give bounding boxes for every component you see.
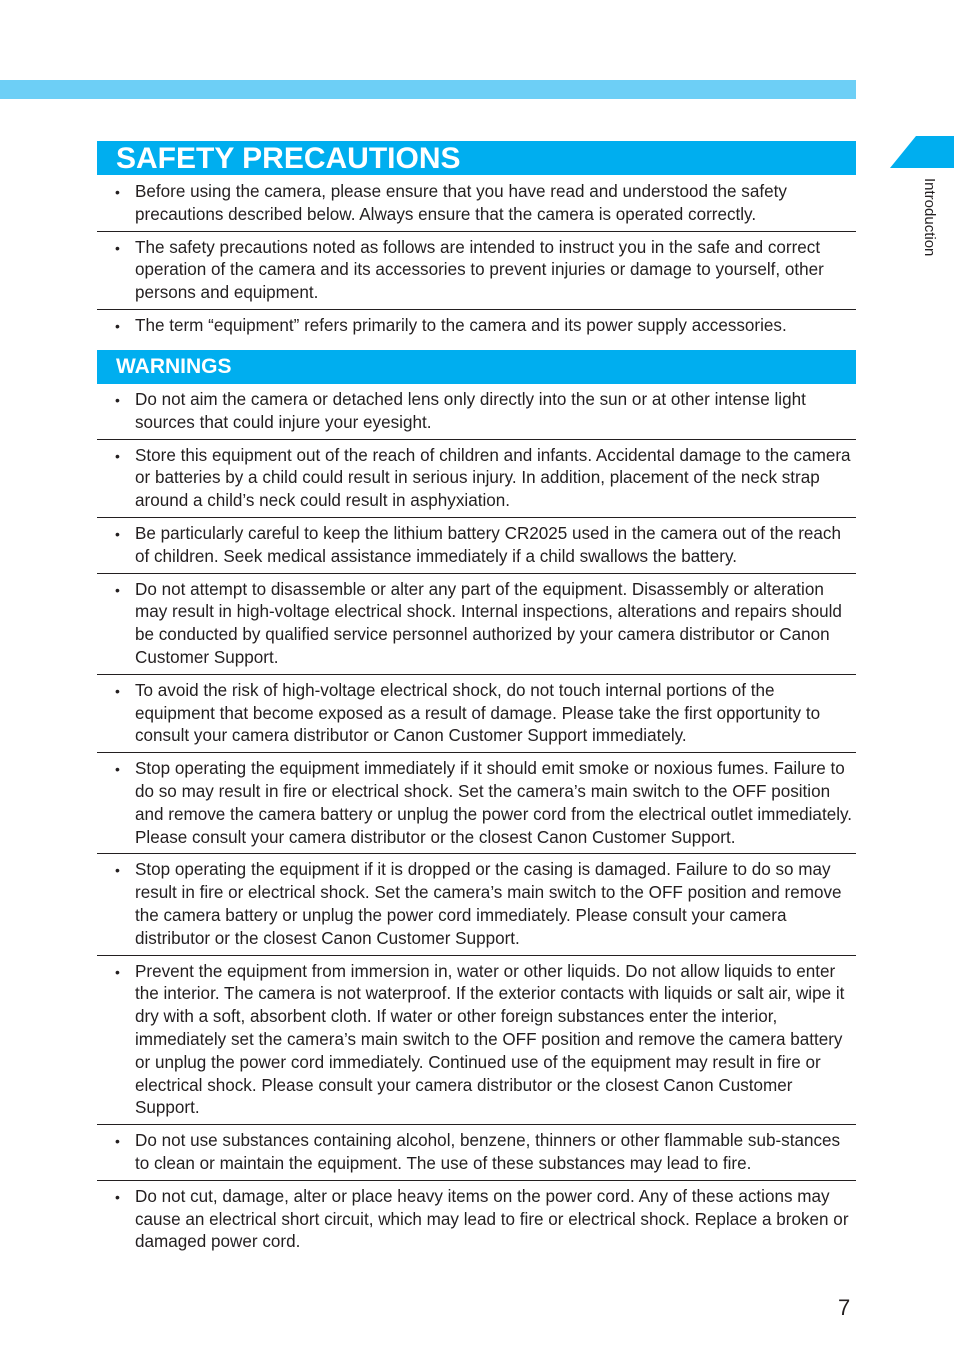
list-item: • Stop operating the equipment immediately if it should emit smoke or noxious fumes. Failure to do so may result in fire or electrical shock. Set the camera’s main switch to the OFF position and remove the camera battery or unplug the power cord from the electrical outlet immediately. Please consult your camera distributor or the closest Canon Customer Support. bbox=[97, 753, 856, 854]
list-item: • Do not aim the camera or detached lens only directly into the sun or at other intense light sources that could injure your eyesight. bbox=[97, 384, 856, 440]
page-title: SAFETY PRECAUTIONS bbox=[116, 142, 461, 175]
list-item: • Before using the camera, please ensure that you have read and understood the safety precautions described below. Always ensure that the camera is operated correctly. bbox=[97, 176, 856, 232]
list-item: • The term “equipment” refers primarily to the camera and its power supply accessories. bbox=[97, 310, 856, 342]
list-item: • Store this equipment out of the reach of children and infants. Accidental damage to the camera or batteries by a child could result in serious injury. In addition, placement of the neck strap around a child’s neck could result in asphyxiation. bbox=[97, 440, 856, 518]
list-item: • Prevent the equipment from immersion in, water or other liquids. Do not allow liquids to enter the interior. The camera is not waterproof. If the exterior contacts with liquids or salt air, wipe it dry with a soft, absorbent cloth. If water or other foreign substances enter the interior, immediately set the camera’s main switch to the OFF position and remove the camera battery or unplug the power cord immediately. Continued use of the equipment may result in fire or electrical shock. Please consult your camera distributor or the closest Canon Customer Support. bbox=[97, 956, 856, 1126]
chapter-tab bbox=[890, 136, 954, 168]
intro-list bbox=[97, 176, 856, 342]
list-item: • Do not attempt to disassemble or alter any part of the equipment. Disassembly or alteration may result in high-voltage electrical shock. Internal inspections, alterations and repairs should be conducted by qualified service personnel authorized by your camera distributor or Canon Customer Support. bbox=[97, 574, 856, 675]
list-item: • The safety precautions noted as follows are intended to instruct you in the safe and correct operation of the camera and its accessories to prevent injuries or damage to yourself, other persons and equipment. bbox=[97, 232, 856, 310]
warnings-heading: WARNINGS bbox=[116, 355, 232, 378]
list-item: • Do not use substances containing alcohol, benzene, thinners or other flammable sub-stances to clean or maintain the equipment. The use of these substances may lead to fire. bbox=[97, 1125, 856, 1181]
title-banner bbox=[97, 141, 856, 175]
list-item: • Be particularly careful to keep the lithium battery CR2025 used in the camera out of the reach of children. Seek medical assistance immediately if a child swallows the battery. bbox=[97, 518, 856, 574]
list-item: • Do not cut, damage, alter or place heavy items on the power cord. Any of these actions may cause an electrical short circuit, which may lead to fire or electrical shock. Replace a broken or damaged power cord. bbox=[97, 1181, 856, 1258]
chapter-label: Introduction bbox=[921, 178, 938, 257]
warnings-banner bbox=[97, 350, 856, 384]
warnings-list bbox=[97, 384, 856, 1258]
page-number: 7 bbox=[838, 1295, 851, 1320]
list-item: • To avoid the risk of high-voltage electrical shock, do not touch internal portions of the equipment that become exposed as a result of damage. Please take the first opportunity to consult your camera distributor or Canon Customer Support immediately. bbox=[97, 675, 856, 753]
list-item: • Stop operating the equipment if it is dropped or the casing is damaged. Failure to do so may result in fire or electrical shock. Set the camera’s main switch to the OFF position and remove the camera battery or unplug the power cord immediately. Please consult your camera distributor or the closest Canon Customer Support. bbox=[97, 854, 856, 955]
top-color-band bbox=[0, 80, 856, 99]
